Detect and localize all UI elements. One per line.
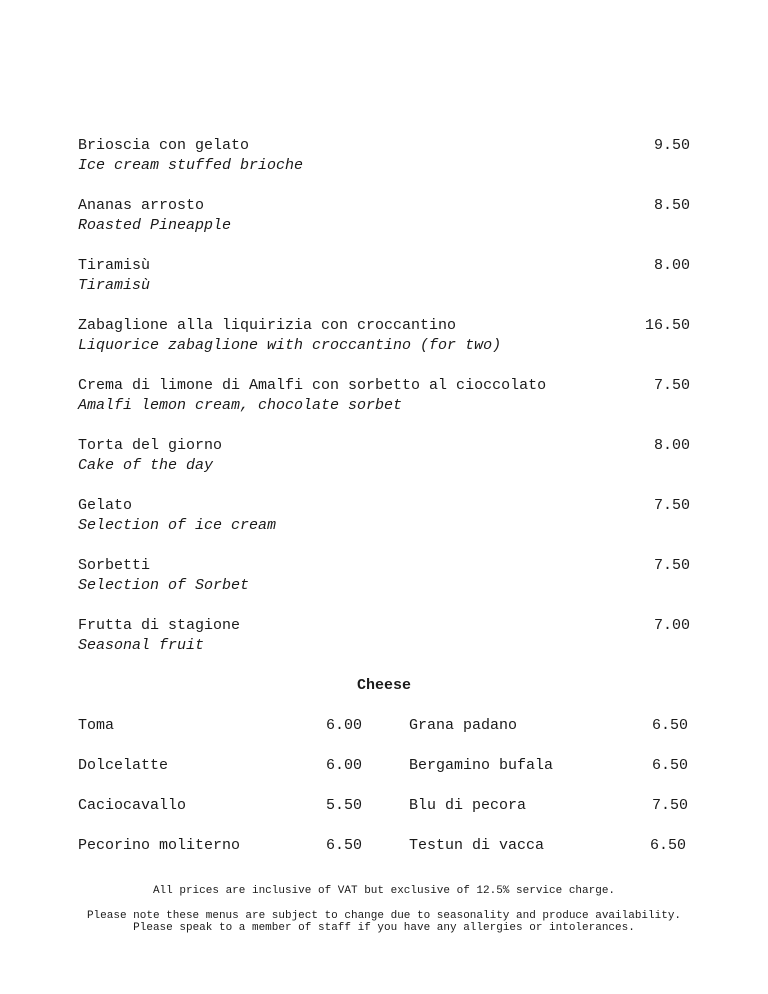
dessert-item [78,196,690,256]
dessert-price: 8.50 [653,197,690,214]
dessert-name-english: Tiramisù [78,277,151,294]
dessert-name-english: Selection of ice cream [78,517,277,534]
cheese-section-title: Cheese [356,677,411,694]
dessert-item [78,136,690,196]
cheese-price: 6.50 [326,837,363,854]
dessert-name-italian: Sorbetti [78,557,151,574]
menu-change-note: Please note these menus are subject to change due to seasonality and produce availability. [86,910,682,922]
dessert-price: 16.50 [644,317,690,334]
dessert-name-italian: Brioscia con gelato [78,137,250,154]
dessert-name-english: Cake of the day [78,457,214,474]
cheese-row [0,756,768,776]
cheese-name: Toma [78,717,115,734]
dessert-name-italian: Torta del giorno [78,437,223,454]
dessert-item [78,556,690,616]
dessert-name-english: Liquorice zabaglione with croccantino (for two) [78,337,502,354]
cheese-name: Pecorino moliterno [78,837,241,854]
allergy-note: Please speak to a member of staff if you have any allergies or intolerances. [133,922,635,934]
dessert-item [78,376,690,436]
vat-note: All prices are inclusive of VAT but exclusive of 12.5% service charge. [152,885,616,897]
dessert-name-italian: Crema di limone di Amalfi con sorbetto al cioccolato [78,377,547,394]
cheese-row [0,796,768,816]
dessert-price: 9.50 [653,137,690,154]
cheese-name: Testun di vacca [409,837,545,854]
dessert-price: 7.50 [653,377,690,394]
cheese-price: 6.50 [651,757,688,774]
dessert-name-italian: Zabaglione alla liquirizia con croccantino [78,317,457,334]
dessert-item [78,496,690,556]
cheese-name: Blu di pecora [409,797,527,814]
dessert-name-italian: Gelato [78,497,133,514]
dessert-name-english: Amalfi lemon cream, chocolate sorbet [78,397,403,414]
dessert-price: 7.50 [653,557,690,574]
dessert-name-italian: Frutta di stagione [78,617,241,634]
cheese-price: 6.00 [326,757,363,774]
dessert-name-english: Roasted Pineapple [78,217,232,234]
dessert-item [78,616,690,676]
dessert-name-english: Seasonal fruit [78,637,205,654]
cheese-price: 6.00 [326,717,363,734]
dessert-price: 7.00 [653,617,690,634]
cheese-name: Caciocavallo [78,797,187,814]
dessert-price: 8.00 [653,257,690,274]
cheese-price: 6.50 [651,717,688,734]
cheese-row [0,836,768,856]
dessert-price: 8.00 [653,437,690,454]
cheese-name: Bergamino bufala [409,757,554,774]
cheese-price: 5.50 [326,797,363,814]
dessert-name-italian: Ananas arrosto [78,197,205,214]
dessert-price: 7.50 [653,497,690,514]
dessert-item [78,436,690,496]
cheese-name: Grana padano [409,717,518,734]
cheese-price: 6.50 [649,837,686,854]
cheese-price: 7.50 [651,797,688,814]
cheese-row [0,716,768,736]
dessert-list [78,136,690,676]
dessert-name-italian: Tiramisù [78,257,151,274]
dessert-item [78,316,690,376]
dessert-name-english: Selection of Sorbet [78,577,250,594]
dessert-item [78,256,690,316]
cheese-name: Dolcelatte [78,757,169,774]
dessert-name-english: Ice cream stuffed brioche [78,157,304,174]
